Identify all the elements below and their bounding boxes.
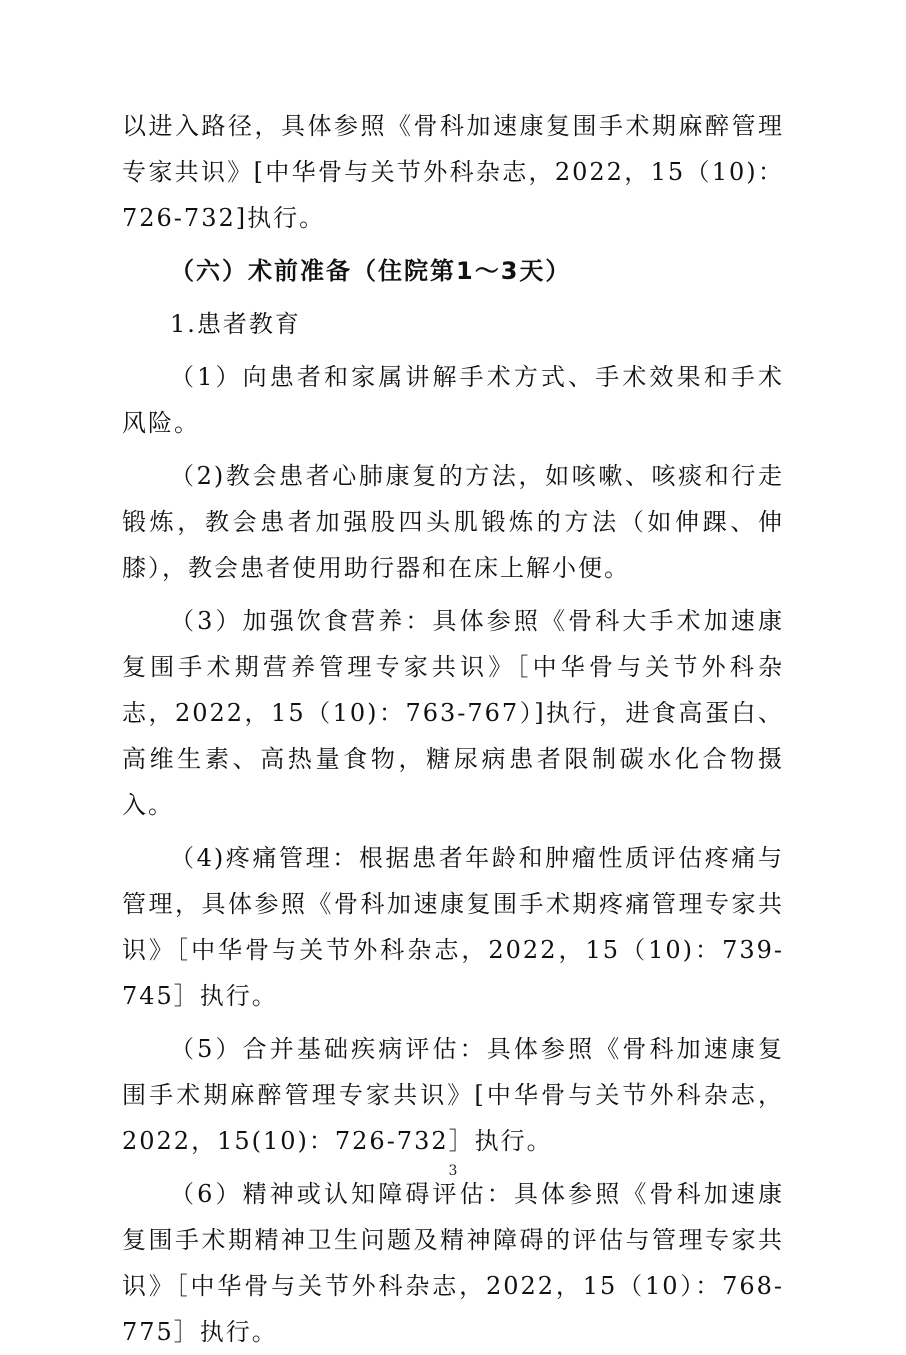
paragraph-item-3: （3）加强饮食营养：具体参照《骨科大手术加速康复围手术期营养管理专家共识》［中华骨与关节外科杂志，2022，15（10)：763-767）]执行，进食高蛋白、高维生素、高热量食物，糖尿病患者限制碳水化合物摄入。 <box>122 607 784 819</box>
paragraph-item-4: （4)疼痛管理：根据患者年龄和肿瘤性质评估疼痛与管理，具体参照《骨科加速康复围手术期疼痛管理专家共识》［中华骨与关节外科杂志，2022，15（10)：739-745］执行。 <box>122 844 784 1010</box>
paragraph-item-5: （5）合并基础疾病评估：具体参照《骨科加速康复围手术期麻醉管理专家共识》[中华骨与关节外科杂志，2022，15(10)：726-732］执行。 <box>122 1035 784 1155</box>
paragraph-item-6: （6）精神或认知障碍评估：具体参照《骨科加速康复围手术期精神卫生问题及精神障碍的评估与管理专家共识》［中华骨与关节外科杂志，2022，15（10）：768-775］执行。 <box>122 1180 784 1346</box>
subheading-patient-education: 1.患者教育 <box>170 310 301 338</box>
section-heading-preoperative-preparation: （六）术前准备（住院第1～3天） <box>170 257 572 285</box>
paragraph-item-2: （2)教会患者心肺康复的方法，如咳嗽、咳痰和行走锻炼，教会患者加强股四头肌锻炼的方法（如伸踝、伸膝），教会患者使用助行器和在床上解小便。 <box>122 462 784 582</box>
page-number: 3 <box>448 1163 458 1179</box>
paragraph-item-1: （1）向患者和家属讲解手术方式、手术效果和手术风险。 <box>122 363 784 437</box>
paragraph-continuation: 以进入路径，具体参照《骨科加速康复围手术期麻醉管理专家共识》[中华骨与关节外科杂志，2022，15（10)：726-732]执行。 <box>122 112 784 232</box>
